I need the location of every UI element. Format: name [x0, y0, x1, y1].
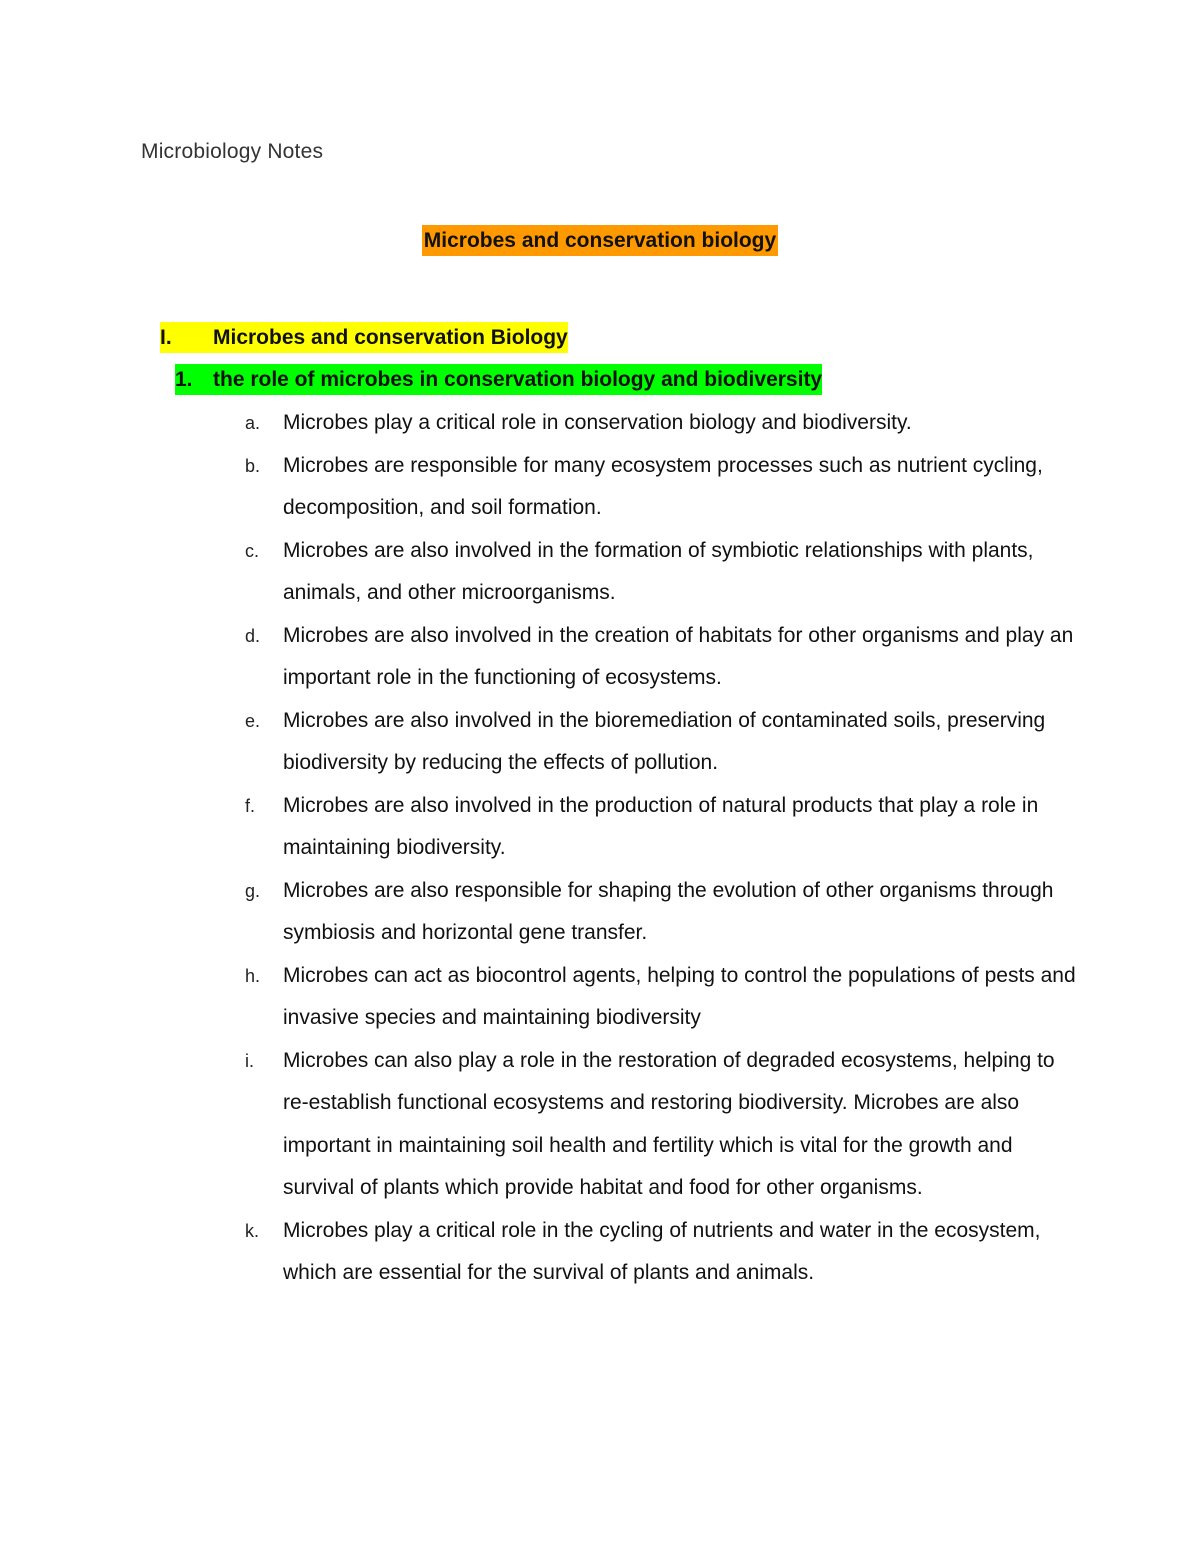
list-item-text: Microbes are also involved in the formation of symbiotic relationships with plants, animals, and other microorganisms. — [283, 538, 1034, 604]
subsection-number: 1. — [175, 368, 193, 391]
list-item-text: Microbes are also responsible for shaping the evolution of other organisms through symbiosis and horizontal gene transfer. — [283, 878, 1054, 944]
list-item-text: Microbes are also involved in the creation of habitats for other organisms and play an important role in the functioning of ecosystems. — [283, 623, 1074, 689]
list-item-marker: h. — [245, 965, 261, 986]
list-item-text: Microbes are responsible for many ecosystem processes such as nutrient cycling, decomposition, and soil formation. — [283, 453, 1043, 519]
document-title: Microbes and conservation biology — [422, 225, 778, 256]
section-heading — [160, 322, 568, 353]
list-item-marker: i. — [245, 1050, 254, 1071]
list-item-marker: g. — [245, 880, 261, 901]
list-item — [245, 700, 1083, 785]
document-title-container — [0, 225, 1200, 256]
list-item-text: Microbes can act as biocontrol agents, helping to control the populations of pests and invasive species and maintaining biodiversity — [283, 963, 1076, 1029]
list-item — [245, 530, 1083, 615]
list-item-marker: a. — [245, 413, 261, 433]
list-item-marker: c. — [245, 540, 260, 561]
notes-list — [245, 402, 1083, 1295]
list-item — [245, 445, 1083, 530]
list-item-text: Microbes are also involved in the bioremediation of contaminated soils, preserving biodiversity by reducing the effects of pollution. — [283, 708, 1046, 774]
list-item — [245, 615, 1083, 700]
list-item — [245, 1210, 1083, 1295]
page-header: Microbiology Notes — [141, 140, 324, 163]
list-item-text: Microbes play a critical role in the cycling of nutrients and water in the ecosystem, which are essential for the survival of plants and animals. — [283, 1218, 1041, 1284]
list-item-text: Microbes are also involved in the production of natural products that play a role in maintaining biodiversity. — [283, 793, 1039, 859]
subsection-heading — [175, 364, 822, 395]
list-item-text: Microbes can also play a role in the restoration of degraded ecosystems, helping to re-establish functional ecosystems and restoring biodiversity. Microbes are also important in maintaining soil health and fertility which is vital for the growth and survival of plants which provide habitat and food for other organisms. — [283, 1048, 1055, 1199]
list-item-marker: e. — [245, 710, 261, 731]
section-heading-text: Microbes and conservation Biology — [213, 326, 568, 349]
subsection-heading-text: the role of microbes in conservation biology and biodiversity — [213, 368, 823, 391]
list-item — [245, 955, 1083, 1040]
list-item — [245, 1040, 1083, 1210]
section-number: I. — [160, 326, 172, 349]
list-item — [245, 870, 1083, 955]
list-item-marker: f. — [245, 795, 256, 816]
list-item — [245, 402, 1083, 445]
list-item — [245, 785, 1083, 870]
list-item-text: Microbes play a critical role in conservation biology and biodiversity. — [283, 411, 912, 434]
list-item-marker: k. — [245, 1220, 260, 1241]
list-item-marker: b. — [245, 455, 261, 476]
list-item-marker: d. — [245, 625, 261, 646]
